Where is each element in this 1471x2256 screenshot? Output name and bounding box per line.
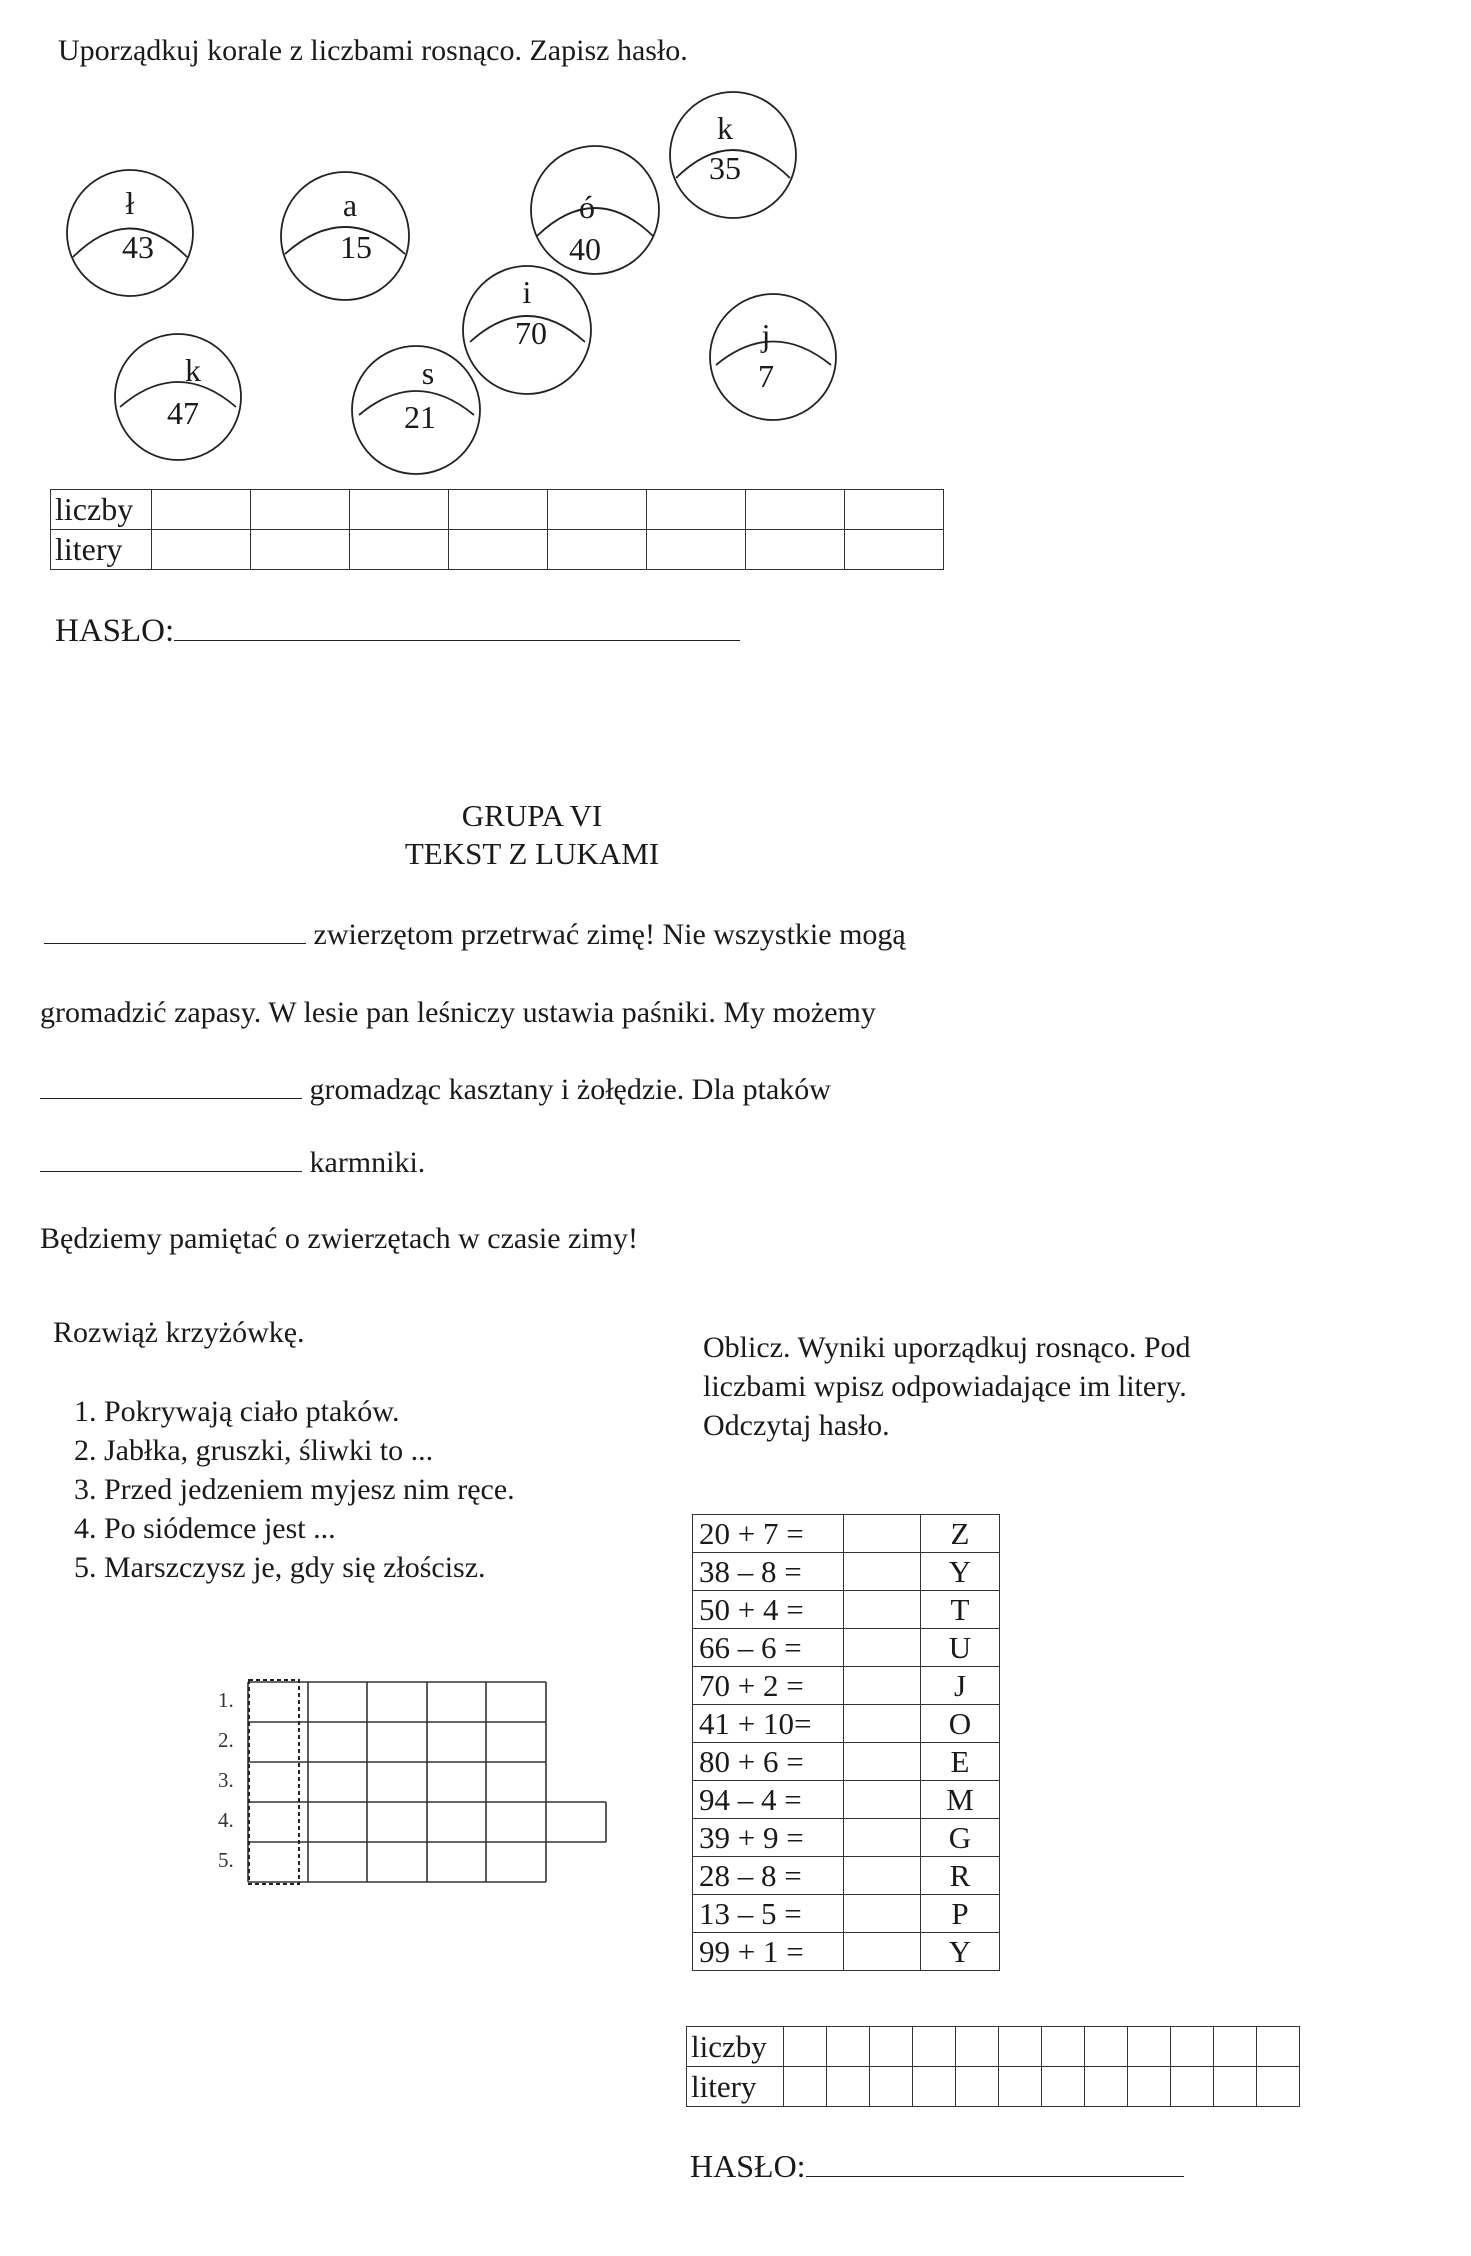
answer-cell[interactable] bbox=[913, 2067, 956, 2107]
answer-cell[interactable] bbox=[449, 530, 548, 570]
bead-number: 40 bbox=[569, 231, 601, 267]
bead-number: 43 bbox=[122, 229, 154, 265]
clue: 1. Pokrywają ciało ptaków. bbox=[74, 1395, 400, 1428]
calc-result-cell[interactable] bbox=[844, 1819, 921, 1857]
answer-cell[interactable] bbox=[845, 490, 944, 530]
calc-letter: M bbox=[921, 1781, 1000, 1819]
calc-letter: O bbox=[921, 1705, 1000, 1743]
bead-number: 15 bbox=[340, 229, 372, 265]
calc-table bbox=[692, 1514, 1000, 1971]
calc-row bbox=[693, 1819, 1000, 1857]
answer-cell[interactable] bbox=[999, 2067, 1042, 2107]
answer-cell[interactable] bbox=[827, 2027, 870, 2067]
bead bbox=[463, 266, 591, 394]
answer-cell[interactable] bbox=[1128, 2067, 1171, 2107]
calc-result-cell[interactable] bbox=[844, 1553, 921, 1591]
answer-cell[interactable] bbox=[548, 490, 647, 530]
row-number: 1. bbox=[218, 1688, 234, 1712]
password-blank[interactable] bbox=[174, 610, 740, 641]
calc-expression: 70 + 2 = bbox=[693, 1667, 844, 1705]
answer-cell[interactable] bbox=[449, 490, 548, 530]
answer-cell[interactable] bbox=[845, 530, 944, 570]
calc-letter: R bbox=[921, 1857, 1000, 1895]
calc-expression: 39 + 9 = bbox=[693, 1819, 844, 1857]
bead-letter: k bbox=[717, 110, 733, 146]
calc-expression: 38 – 8 = bbox=[693, 1553, 844, 1591]
bead-letter: i bbox=[522, 274, 532, 310]
bead-number: 70 bbox=[515, 315, 547, 351]
calc-row bbox=[693, 1933, 1000, 1971]
row-label-litery: litery bbox=[51, 530, 152, 570]
bead-letter: k bbox=[185, 352, 201, 388]
bead bbox=[531, 146, 659, 274]
calc-row bbox=[693, 1705, 1000, 1743]
password-label: HASŁO: bbox=[55, 613, 175, 649]
password-label: HASŁO: bbox=[690, 2148, 806, 2184]
calc-expression: 94 – 4 = bbox=[693, 1781, 844, 1819]
row-number: 2. bbox=[218, 1728, 234, 1752]
crossword-clues bbox=[74, 1392, 515, 1587]
answer-cell[interactable] bbox=[746, 530, 845, 570]
group-title: GRUPA VI bbox=[461, 798, 603, 833]
answer-cell[interactable] bbox=[548, 530, 647, 570]
answer-cell[interactable] bbox=[1128, 2027, 1171, 2067]
crossword-instruction: Rozwiąż krzyżówkę. bbox=[53, 1316, 305, 1349]
calc-letter: Z bbox=[921, 1515, 1000, 1553]
calc-result-cell[interactable] bbox=[844, 1781, 921, 1819]
calc-expression: 80 + 6 = bbox=[693, 1743, 844, 1781]
calc-letter: E bbox=[921, 1743, 1000, 1781]
bead bbox=[115, 334, 241, 460]
calc-row bbox=[693, 1515, 1000, 1553]
calc-result-cell[interactable] bbox=[844, 1933, 921, 1971]
answer-cell[interactable] bbox=[1257, 2067, 1300, 2107]
answer-cell[interactable] bbox=[350, 530, 449, 570]
calc-row bbox=[693, 1667, 1000, 1705]
calc-instruction bbox=[703, 1328, 1191, 1445]
answer-cell[interactable] bbox=[1085, 2067, 1128, 2107]
answer-cell[interactable] bbox=[251, 530, 350, 570]
calc-letter: Y bbox=[921, 1553, 1000, 1591]
calc-expression: 28 – 8 = bbox=[693, 1857, 844, 1895]
calc-row bbox=[693, 1743, 1000, 1781]
calc-result-cell[interactable] bbox=[844, 1743, 921, 1781]
text-line-4 bbox=[40, 1148, 425, 1178]
calc-instruction-line: Oblicz. Wyniki uporządkuj rosnąco. Pod bbox=[703, 1331, 1191, 1364]
row-label-liczby: liczby bbox=[51, 490, 152, 530]
gap-blank[interactable] bbox=[44, 921, 306, 944]
text-line-1 bbox=[44, 920, 906, 950]
answer-cell[interactable] bbox=[647, 490, 746, 530]
calc-expression: 99 + 1 = bbox=[693, 1933, 844, 1971]
answer-cell[interactable] bbox=[647, 530, 746, 570]
text-fragment: gromadząc kasztany i żołędzie. Dla ptaków bbox=[309, 1073, 831, 1106]
calc-letter: U bbox=[921, 1629, 1000, 1667]
answer-cell[interactable] bbox=[152, 530, 251, 570]
bead-letter: j bbox=[761, 317, 771, 353]
group-subtitle: TEKST Z LUKAMI bbox=[404, 836, 660, 871]
bead-letter: a bbox=[342, 187, 358, 223]
bead bbox=[710, 294, 836, 420]
crossword-lines bbox=[240, 1675, 620, 1890]
answer-cell[interactable] bbox=[1171, 2067, 1214, 2107]
calc-letter: G bbox=[921, 1819, 1000, 1857]
calc-result-cell[interactable] bbox=[844, 1895, 921, 1933]
text-line-3 bbox=[40, 1075, 831, 1105]
text-fragment: zwierzętom przetrwać zimę! Nie wszystkie mogą bbox=[313, 918, 906, 951]
text-fragment: karmniki. bbox=[309, 1146, 426, 1179]
answer-cell[interactable] bbox=[1214, 2067, 1257, 2107]
calc-row bbox=[693, 1781, 1000, 1819]
answer-cell[interactable] bbox=[746, 490, 845, 530]
row-label-litery: litery bbox=[687, 2067, 784, 2107]
answer-cell[interactable] bbox=[956, 2067, 999, 2107]
answer-cell[interactable] bbox=[1257, 2027, 1300, 2067]
calc-letter: J bbox=[921, 1667, 1000, 1705]
calc-result-cell[interactable] bbox=[844, 1857, 921, 1895]
bead-number: 21 bbox=[404, 399, 436, 435]
answer-cell[interactable] bbox=[350, 490, 449, 530]
gap-blank[interactable] bbox=[40, 1149, 302, 1172]
answer-cell[interactable] bbox=[870, 2027, 913, 2067]
answer-cell[interactable] bbox=[956, 2027, 999, 2067]
bead-number: 47 bbox=[167, 395, 199, 431]
answer-table-2 bbox=[686, 2026, 1300, 2107]
calc-row bbox=[693, 1553, 1000, 1591]
bead-number: 7 bbox=[758, 358, 774, 394]
calc-row bbox=[693, 1629, 1000, 1667]
calc-expression: 50 + 4 = bbox=[693, 1591, 844, 1629]
calc-row bbox=[693, 1895, 1000, 1933]
calc-expression: 20 + 7 = bbox=[693, 1515, 844, 1553]
gap-blank[interactable] bbox=[40, 1076, 302, 1099]
calc-result-cell[interactable] bbox=[844, 1705, 921, 1743]
row-number: 4. bbox=[218, 1808, 234, 1832]
bead bbox=[67, 170, 193, 296]
bead-letter: ó bbox=[579, 189, 595, 225]
answer-cell[interactable] bbox=[1214, 2027, 1257, 2067]
password-blank[interactable] bbox=[806, 2146, 1184, 2177]
calc-result-cell[interactable] bbox=[844, 1629, 921, 1667]
answer-cell[interactable] bbox=[784, 2027, 827, 2067]
text-line-5: Będziemy pamiętać o zwierzętach w czasie zimy! bbox=[40, 1222, 639, 1255]
password-line-1 bbox=[55, 610, 740, 650]
answer-cell[interactable] bbox=[827, 2067, 870, 2107]
password-column bbox=[249, 1680, 299, 1884]
calc-row bbox=[693, 1857, 1000, 1895]
password-line-2 bbox=[690, 2146, 1184, 2185]
answer-cell[interactable] bbox=[913, 2027, 956, 2067]
clue: 2. Jabłka, gruszki, śliwki to ... bbox=[74, 1434, 434, 1467]
clue: 5. Marszczysz je, gdy się złościsz. bbox=[74, 1551, 486, 1584]
answer-cell[interactable] bbox=[784, 2067, 827, 2107]
calc-letter: Y bbox=[921, 1933, 1000, 1971]
task1-instruction: Uporządkuj korale z liczbami rosnąco. Zapisz hasło. bbox=[58, 34, 688, 67]
calc-row bbox=[693, 1591, 1000, 1629]
bead-letter: ł bbox=[125, 185, 135, 221]
calc-expression: 13 – 5 = bbox=[693, 1895, 844, 1933]
text-line-2: gromadzić zapasy. W lesie pan leśniczy ustawia paśniki. My możemy bbox=[40, 996, 876, 1029]
answer-cell[interactable] bbox=[870, 2067, 913, 2107]
answer-cell[interactable] bbox=[999, 2027, 1042, 2067]
calc-expression: 66 – 6 = bbox=[693, 1629, 844, 1667]
calc-letter: T bbox=[921, 1591, 1000, 1629]
answer-cell[interactable] bbox=[152, 490, 251, 530]
bead-number: 35 bbox=[709, 150, 741, 186]
answer-cell[interactable] bbox=[1085, 2027, 1128, 2067]
calc-letter: P bbox=[921, 1895, 1000, 1933]
answer-table-1 bbox=[50, 489, 944, 570]
calc-instruction-line: liczbami wpisz odpowiadające im litery. bbox=[703, 1370, 1187, 1403]
bead bbox=[670, 92, 796, 218]
calc-instruction-line: Odczytaj hasło. bbox=[703, 1409, 890, 1442]
calc-result-cell[interactable] bbox=[844, 1667, 921, 1705]
row-number: 3. bbox=[218, 1768, 234, 1792]
calc-result-cell[interactable] bbox=[844, 1591, 921, 1629]
bead-letter: s bbox=[421, 355, 435, 391]
clue: 3. Przed jedzeniem myjesz nim ręce. bbox=[74, 1473, 515, 1506]
bead bbox=[352, 346, 480, 474]
calc-expression: 41 + 10= bbox=[693, 1705, 844, 1743]
answer-cell[interactable] bbox=[251, 490, 350, 530]
answer-cell[interactable] bbox=[1171, 2027, 1214, 2067]
answer-cell[interactable] bbox=[1042, 2067, 1085, 2107]
row-number: 5. bbox=[218, 1848, 234, 1872]
clue: 4. Po siódemce jest ... bbox=[74, 1512, 336, 1545]
row-label-liczby: liczby bbox=[687, 2027, 784, 2067]
answer-cell[interactable] bbox=[1042, 2027, 1085, 2067]
bead bbox=[281, 172, 409, 300]
calc-result-cell[interactable] bbox=[844, 1515, 921, 1553]
